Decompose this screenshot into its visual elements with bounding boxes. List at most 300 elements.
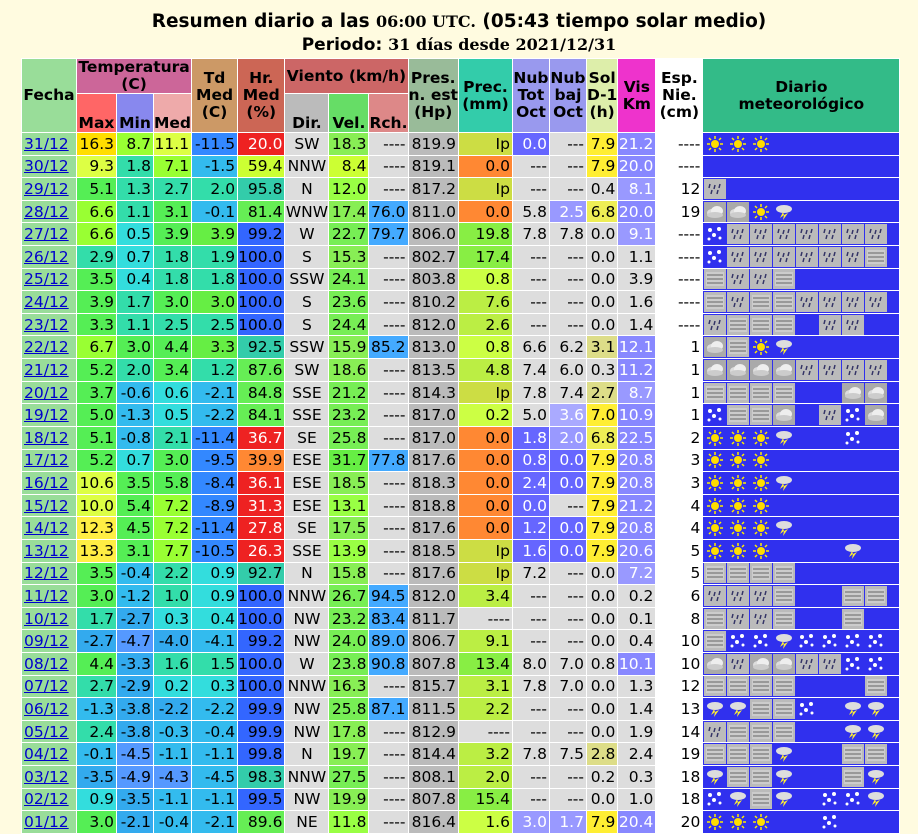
prec-cell: 1.6 (459, 811, 512, 833)
dir-cell: SSW (285, 336, 328, 358)
diario-cell (703, 789, 899, 811)
rch-cell: ---- (369, 811, 407, 833)
max-cell: 12.3 (77, 517, 116, 539)
hr-cell: 99.2 (238, 630, 284, 652)
date-link[interactable]: 09/12 (24, 632, 69, 651)
rain-icon (727, 654, 749, 674)
dir-cell: W (285, 653, 328, 675)
hr-cell: 92.7 (238, 563, 284, 585)
date-link[interactable]: 03/12 (24, 767, 69, 786)
pres-cell: 817.6 (409, 517, 458, 539)
dir-cell: S (285, 291, 328, 313)
sun-icon (750, 812, 772, 832)
fecha-cell (22, 721, 76, 743)
col-viento: Viento (km/h) (285, 59, 407, 93)
min-cell: -2.7 (117, 608, 153, 630)
date-link[interactable]: 31/12 (24, 134, 69, 153)
rain-icon (796, 247, 818, 267)
blank-icon (796, 383, 818, 403)
vel-cell: 24.0 (329, 630, 368, 652)
blank-icon (819, 541, 841, 561)
diario-cell (703, 517, 899, 539)
diario-cell (703, 382, 899, 404)
date-link[interactable]: 16/12 (24, 473, 69, 492)
blank-icon (842, 337, 864, 357)
vis-cell: 22.5 (618, 428, 654, 447)
date-link[interactable]: 18/12 (24, 428, 69, 447)
cloud-icon (773, 405, 795, 425)
td-cell: 1.9 (192, 246, 237, 268)
vel-cell: 27.5 (329, 766, 368, 788)
diario-cell (703, 811, 899, 833)
pres-cell: 815.7 (409, 676, 458, 698)
rch-cell: ---- (369, 291, 407, 313)
date-link[interactable]: 04/12 (24, 745, 69, 764)
nub-baj-cell: 0.0 (550, 450, 586, 472)
sun-icon (704, 541, 726, 561)
date-link[interactable]: 22/12 (24, 338, 69, 357)
table-row (22, 201, 899, 223)
rain-icon (704, 179, 726, 199)
date-link[interactable]: 17/12 (24, 451, 69, 470)
rch-cell: ---- (369, 269, 407, 291)
rain-icon (819, 360, 841, 380)
fecha-cell (22, 540, 76, 562)
pres-cell: 818.8 (409, 495, 458, 517)
blank-icon (842, 563, 864, 583)
diario-cell (703, 314, 899, 336)
vel-cell: 18.3 (329, 133, 368, 155)
hr-cell: 20.0 (238, 133, 284, 155)
vel-cell: 13.1 (329, 495, 368, 517)
daily-summary-table (21, 58, 900, 834)
vis-cell: 7.2 (618, 563, 655, 585)
snow-icon (842, 428, 864, 448)
col-fecha[interactable]: Fecha (22, 59, 76, 132)
max-cell: 5.1 (77, 427, 116, 449)
date-link[interactable]: 08/12 (24, 654, 69, 673)
blank-icon (819, 337, 841, 357)
date-link[interactable]: 15/12 (24, 496, 69, 515)
date-link[interactable]: 30/12 (24, 157, 69, 176)
blank-icon (819, 518, 841, 538)
dir-cell: ESE (285, 472, 328, 494)
td-cell: 1.2 (192, 359, 237, 381)
pres-cell: 806.7 (409, 630, 458, 652)
max-cell: 9.3 (77, 156, 116, 178)
td-cell: -9.5 (192, 450, 237, 472)
blank-icon (819, 767, 841, 787)
blank-icon (796, 134, 818, 154)
esp-cell: 3 (656, 450, 702, 472)
date-link[interactable]: 13/12 (24, 541, 69, 560)
dir-cell: SSE (285, 382, 328, 404)
min-cell: -0.8 (117, 427, 153, 449)
date-link[interactable]: 11/12 (24, 586, 69, 605)
rch-cell: 77.8 (370, 451, 406, 470)
rch-cell: 76.0 (370, 202, 406, 221)
diario-cell (703, 698, 899, 720)
moon-icon (865, 496, 887, 516)
vel-cell: 8.4 (329, 156, 368, 178)
blank-icon (865, 609, 887, 629)
med-cell: 0.6 (154, 382, 191, 404)
diario-cell (703, 495, 899, 517)
cloud-icon (773, 654, 795, 674)
blank-icon (796, 789, 818, 809)
table-row (22, 676, 899, 698)
moon-icon (865, 541, 887, 561)
dir-cell: N (285, 178, 328, 200)
prec-cell: 4.8 (459, 359, 512, 381)
med-cell: 1.6 (154, 653, 191, 675)
med-cell: -1.1 (154, 743, 191, 765)
sol-cell: 0.0 (587, 585, 617, 607)
blank-icon (819, 202, 841, 222)
pres-cell: 812.0 (409, 585, 458, 607)
moon-icon (865, 156, 887, 176)
med-cell: 2.1 (154, 427, 191, 449)
date-link[interactable]: 28/12 (24, 202, 69, 221)
min-cell: -4.9 (117, 766, 153, 788)
blank-icon (819, 383, 841, 403)
fog-icon (704, 563, 726, 583)
sun-icon (750, 202, 772, 222)
date-link[interactable]: 24/12 (24, 293, 69, 312)
dir-cell: NNW (285, 766, 328, 788)
date-link[interactable]: 19/12 (24, 406, 69, 425)
min-cell: 1.1 (117, 314, 153, 336)
max-cell: 3.3 (77, 314, 116, 336)
prec-cell: 3.4 (459, 585, 512, 607)
period-subtitle: Periodo: 31 días desde 2021/12/31 (301, 35, 617, 55)
fog-icon (750, 789, 772, 809)
snow-icon (750, 631, 772, 651)
td-cell: 1.8 (192, 269, 237, 291)
col-temperatura: Temperatura (C) (78, 59, 190, 93)
nub-baj-cell: 2.0 (550, 427, 586, 449)
moon-icon (842, 156, 864, 176)
fog-icon (865, 744, 887, 764)
rain-icon (865, 292, 887, 312)
vel-cell: 26.7 (329, 585, 368, 607)
date-link[interactable]: 06/12 (24, 700, 69, 719)
rch-cell: ---- (369, 133, 407, 155)
vis-cell: 1.4 (618, 698, 655, 720)
blank-icon (865, 202, 887, 222)
min-cell: 8.7 (117, 133, 153, 155)
rch-cell: 94.5 (370, 586, 406, 605)
vel-cell: 31.7 (329, 450, 368, 472)
vel-cell: 17.5 (329, 517, 368, 539)
med-cell: 2.2 (154, 563, 191, 585)
fog-icon (773, 722, 795, 742)
esp-cell: 18 (656, 766, 702, 788)
rch-cell: ---- (369, 246, 407, 268)
med-cell: -1.1 (154, 789, 191, 811)
max-cell: 13.3 (77, 540, 116, 562)
pres-cell: 819.1 (409, 156, 458, 178)
date-link[interactable]: 10/12 (24, 609, 69, 628)
fog-icon (773, 315, 795, 335)
fecha-cell (22, 382, 76, 404)
blank-icon (819, 134, 841, 154)
max-cell: 5.2 (77, 359, 116, 381)
table-row (22, 404, 899, 426)
blank-icon (865, 337, 887, 357)
snow-icon (727, 631, 749, 651)
fog-icon (842, 586, 864, 606)
table-row (22, 563, 899, 585)
sol-cell: 0.8 (587, 653, 617, 675)
td-cell: 0.4 (192, 608, 237, 630)
med-cell: 3.0 (154, 291, 191, 313)
prec-cell: 0.0 (459, 495, 512, 517)
date-link[interactable]: 25/12 (24, 270, 69, 289)
med-cell: 7.7 (154, 540, 191, 562)
med-cell: -0.3 (154, 721, 191, 743)
pres-cell: 818.3 (409, 472, 458, 494)
vis-cell: 1.4 (618, 314, 655, 336)
td-cell: -11.4 (192, 427, 237, 449)
rch-cell: ---- (369, 766, 407, 788)
max-cell: 3.9 (77, 291, 116, 313)
nub-baj-cell: --- (550, 698, 586, 720)
moon-icon (865, 473, 887, 493)
table-row (22, 336, 899, 358)
med-cell: 7.1 (154, 156, 191, 178)
vel-cell: 23.2 (329, 404, 368, 426)
vis-cell: 10.1 (618, 654, 654, 673)
snow-icon (819, 812, 841, 832)
fog-icon (842, 744, 864, 764)
col-rch: Rch. (369, 94, 407, 132)
fecha-cell (22, 450, 76, 472)
vis-cell: 20.0 (618, 202, 654, 221)
max-cell: 2.9 (77, 246, 116, 268)
date-link[interactable]: 26/12 (24, 247, 69, 266)
pres-cell: 803.8 (409, 269, 458, 291)
sol-cell: 0.0 (587, 269, 617, 291)
blank-icon (819, 496, 841, 516)
diario-cell (703, 585, 899, 607)
dir-cell: N (285, 743, 328, 765)
rain-icon (773, 224, 795, 244)
nub-tot-cell: 1.8 (513, 427, 549, 449)
sol-cell: 7.9 (587, 133, 617, 155)
med-cell: 5.8 (154, 472, 191, 494)
nub-tot-cell: 1.2 (513, 517, 549, 539)
date-link[interactable]: 20/12 (24, 383, 69, 402)
blank-icon (819, 744, 841, 764)
td-cell: -2.2 (192, 404, 237, 426)
pres-cell: 813.0 (409, 336, 458, 358)
pres-cell: 811.0 (409, 201, 458, 223)
med-cell: 0.2 (154, 676, 191, 698)
sun-icon (750, 337, 772, 357)
snow-icon (704, 247, 726, 267)
moon-icon (842, 473, 864, 493)
nub-tot-cell: 6.6 (513, 336, 549, 358)
med-cell: -0.4 (154, 811, 191, 833)
moon-icon (865, 450, 887, 470)
nub-baj-cell: 7.0 (550, 676, 586, 698)
nub-tot-cell: --- (513, 246, 549, 268)
table-row (22, 269, 899, 291)
max-cell: 3.0 (77, 585, 116, 607)
min-cell: 1.1 (117, 201, 153, 223)
blank-icon (796, 609, 818, 629)
diario-cell (703, 653, 899, 675)
fecha-cell (22, 743, 76, 765)
pres-cell: 813.5 (409, 359, 458, 381)
pres-cell: 807.8 (409, 653, 458, 675)
fog-icon (773, 676, 795, 696)
moon-icon (842, 134, 864, 154)
nub-baj-cell: --- (550, 495, 586, 517)
max-cell: 3.7 (77, 382, 116, 404)
fog-icon (727, 383, 749, 403)
fecha-cell (22, 495, 76, 517)
blank-icon (796, 541, 818, 561)
fog-icon (773, 383, 795, 403)
rch-cell: ---- (369, 472, 407, 494)
date-link[interactable]: 29/12 (24, 180, 69, 199)
snow-icon (796, 699, 818, 719)
storm-icon (842, 541, 864, 561)
table-row (22, 630, 899, 652)
dir-cell: SSE (285, 404, 328, 426)
rch-cell: ---- (369, 359, 407, 381)
td-cell: 3.3 (192, 336, 237, 358)
table-row (22, 450, 899, 472)
nub-baj-cell: --- (550, 630, 586, 652)
hr-cell: 84.8 (238, 382, 284, 404)
td-cell: -8.9 (192, 495, 237, 517)
med-cell: 3.1 (154, 201, 191, 223)
diario-cell (703, 336, 899, 358)
blank-icon (819, 428, 841, 448)
date-link[interactable]: 01/12 (24, 813, 69, 832)
rain-icon (727, 586, 749, 606)
nub-tot-cell: 7.8 (513, 743, 549, 765)
min-cell: -1.2 (117, 585, 153, 607)
max-cell: 6.6 (77, 201, 116, 223)
min-cell: 0.5 (117, 223, 153, 245)
med-cell: 1.8 (154, 269, 191, 291)
rain-icon (842, 360, 864, 380)
max-cell: 6.7 (77, 336, 116, 358)
col-prec: Prec. (mm) (459, 59, 512, 132)
snow-icon (842, 654, 864, 674)
blank-icon (750, 179, 772, 199)
nub-tot-cell: --- (513, 766, 549, 788)
date-link[interactable]: 27/12 (24, 225, 69, 244)
nub-tot-cell: --- (513, 269, 549, 291)
vis-cell: 1.1 (618, 246, 655, 268)
min-cell: 0.7 (117, 246, 153, 268)
col-pres: Pres. n. est (Hp) (409, 59, 458, 132)
nub-tot-cell: 2.4 (513, 472, 549, 494)
nub-tot-cell: 7.8 (513, 382, 549, 404)
sol-cell: 0.2 (587, 766, 617, 788)
fog-icon (750, 744, 772, 764)
hr-cell: 100.0 (238, 293, 283, 312)
fog-icon (750, 405, 772, 425)
blank-icon (865, 315, 887, 335)
vel-cell: 24.4 (329, 314, 368, 336)
td-cell: 0.9 (192, 563, 237, 585)
date-link[interactable]: 23/12 (24, 315, 69, 334)
esp-cell: 8 (656, 608, 702, 630)
prec-cell: 19.8 (459, 223, 512, 245)
prec-cell: Ip (459, 563, 512, 585)
fog-icon (773, 699, 795, 719)
rch-cell: ---- (369, 404, 407, 426)
fog-icon (727, 563, 749, 583)
med-cell: -2.2 (154, 698, 191, 720)
vis-cell: 10.9 (618, 406, 654, 425)
date-link[interactable]: 12/12 (24, 564, 69, 583)
nub-baj-cell: --- (550, 721, 586, 743)
date-link[interactable]: 07/12 (24, 677, 69, 696)
td-cell: -11.5 (192, 133, 237, 155)
dir-cell: NNW (285, 676, 328, 698)
date-link[interactable]: 21/12 (24, 360, 69, 379)
hr-cell: 89.6 (238, 811, 284, 833)
min-cell: -3.3 (117, 653, 153, 675)
pres-cell: 802.7 (409, 246, 458, 268)
table-row (22, 540, 899, 562)
fecha-cell (22, 585, 76, 607)
sol-cell: 6.8 (587, 427, 617, 449)
esp-cell: 6 (656, 585, 702, 607)
blank-icon (842, 202, 864, 222)
med-cell: 3.4 (154, 359, 191, 381)
date-link[interactable]: 02/12 (24, 790, 69, 809)
storm-icon (773, 518, 795, 538)
storm-icon (773, 631, 795, 651)
rain-icon (727, 224, 749, 244)
td-cell: -2.1 (192, 382, 237, 404)
col-dir: Dir. (285, 94, 328, 132)
sun-icon (704, 473, 726, 493)
storm-icon (727, 699, 749, 719)
hr-cell: 84.1 (238, 404, 284, 426)
fog-icon (773, 269, 795, 289)
nub-baj-cell: --- (550, 269, 586, 291)
prec-cell: 7.6 (459, 291, 512, 313)
fog-icon (704, 631, 726, 651)
esp-cell: 2 (656, 427, 702, 449)
date-link[interactable]: 05/12 (24, 722, 69, 741)
hr-cell: 39.9 (238, 450, 284, 472)
min-cell: -3.8 (117, 698, 153, 720)
esp-cell: 1 (656, 336, 702, 358)
date-link[interactable]: 14/12 (24, 519, 69, 538)
storm-icon (865, 789, 887, 809)
med-cell: 3.0 (154, 450, 191, 472)
vel-cell: 25.8 (329, 427, 368, 449)
sun-icon (727, 134, 749, 154)
blank-icon (727, 156, 749, 176)
diario-cell (703, 472, 899, 494)
fog-icon (704, 676, 726, 696)
vel-cell: 21.2 (329, 382, 368, 404)
esp-cell: 4 (656, 517, 702, 539)
diario-cell (703, 133, 899, 155)
blank-icon (796, 156, 818, 176)
